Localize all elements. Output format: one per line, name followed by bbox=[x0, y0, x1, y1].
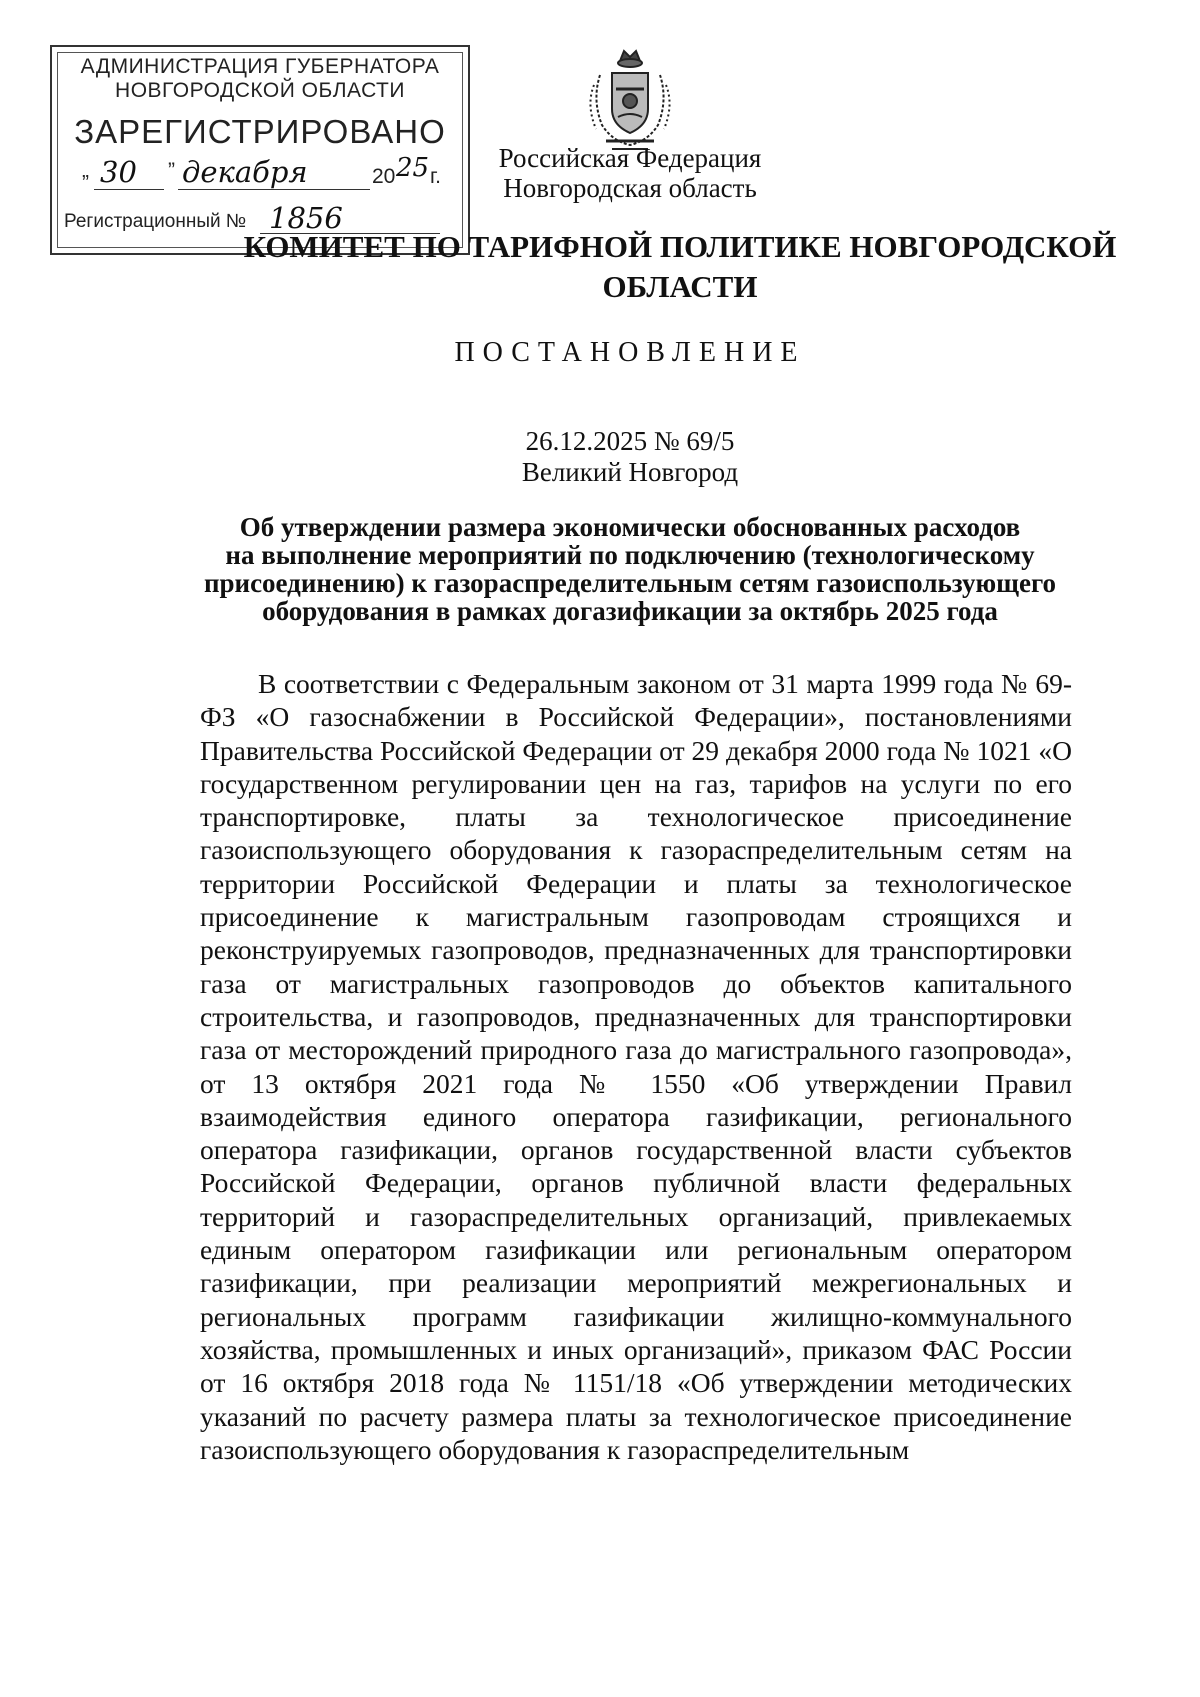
stamp-quote-close: ” bbox=[168, 159, 175, 182]
committee-line2: ОБЛАСТИ bbox=[602, 269, 758, 304]
stamp-line1: АДМИНИСТРАЦИЯ ГУБЕРНАТОРА bbox=[80, 55, 440, 78]
stamp-registered: ЗАРЕГИСТРИРОВАНО bbox=[74, 113, 446, 150]
document-title-line2: на выполнение мероприятий по подключению (технологическому bbox=[225, 540, 1035, 570]
document-title-line4: оборудования в рамках догазификации за октябрь 2025 года bbox=[262, 596, 998, 626]
document-date-number: 26.12.2025 № 69/5 bbox=[525, 426, 735, 456]
document-type: ПОСТАНОВЛЕНИЕ bbox=[454, 337, 806, 368]
stamp-year-suffix: 25 bbox=[396, 153, 430, 183]
header-region: Новгородская область bbox=[503, 173, 757, 203]
stamp-quote-open: „ bbox=[82, 159, 89, 182]
header-country: Российская Федерация bbox=[498, 143, 762, 173]
stamp-year-prefix: 20 bbox=[372, 165, 396, 188]
stamp-year-unit: г. bbox=[430, 165, 441, 188]
stamp-day: 30 bbox=[100, 155, 137, 189]
body-paragraph: В соответствии с Федеральным законом от 31 марта 1999 года № 69-ФЗ «О газоснабжении в Российской Федерации», постановлениями Правительства Российской Федерации от 29 декабря 2000 года № 1021 «О государственном регулировании цен на газ, тарифов на услуги по его транспортировке, платы за технологическое присоединение газоиспользующего оборудования к газораспределительным сетям на территории Российской Федерации и платы за технологическое присоединение к магистральным газопроводам строящихся и реконструируемых газопроводов, предназначенных для транспортировки газа от магистральных газопроводов до объектов капитального строительства, и газопроводов, предназначенных для транспортировки газа от месторождений природного газа до магистрального газопровода», от 13 октября 2021 года № 1550 «Об утверждении Правил взаимодействия единого оператора газификации, регионального оператора газификации, органов государственной власти субъектов Российской Федерации, органов публичной власти федеральных территорий и газораспределительных организаций, привлекаемых единым оператором газификации или региональным оператором газификации, при реализации мероприятий межрегиональных и региональных программ газификации жилищно-коммунального хозяйства, промышленных и иных организаций», приказом ФАС России от 16 октября 2018 года № 1151/18 «Об утверждении методических указаний по расчету размера платы за технологическое присоединение газоиспользующего оборудования к газораспределительным bbox=[200, 668, 1072, 1465]
stamp-line2: НОВГОРОДСКОЙ ОБЛАСТИ bbox=[115, 79, 405, 102]
stamp-reg-label: Регистрационный № bbox=[64, 211, 247, 232]
document-city: Великий Новгород bbox=[521, 457, 739, 487]
document-title-line3: присоединению) к газораспределительным сетям газоиспользующего bbox=[203, 568, 1057, 598]
coat-of-arms-icon bbox=[582, 45, 678, 155]
committee-line1: КОМИТЕТ ПО ТАРИФНОЙ ПОЛИТИКЕ НОВГОРОДСКОЙ bbox=[243, 229, 1117, 264]
document-title-line1: Об утверждении размера экономически обоснованных расходов bbox=[239, 512, 1021, 542]
document-body bbox=[200, 667, 1072, 1466]
stamp-month: декабря bbox=[182, 155, 308, 189]
stamp-reg-number: 1856 bbox=[269, 201, 343, 235]
